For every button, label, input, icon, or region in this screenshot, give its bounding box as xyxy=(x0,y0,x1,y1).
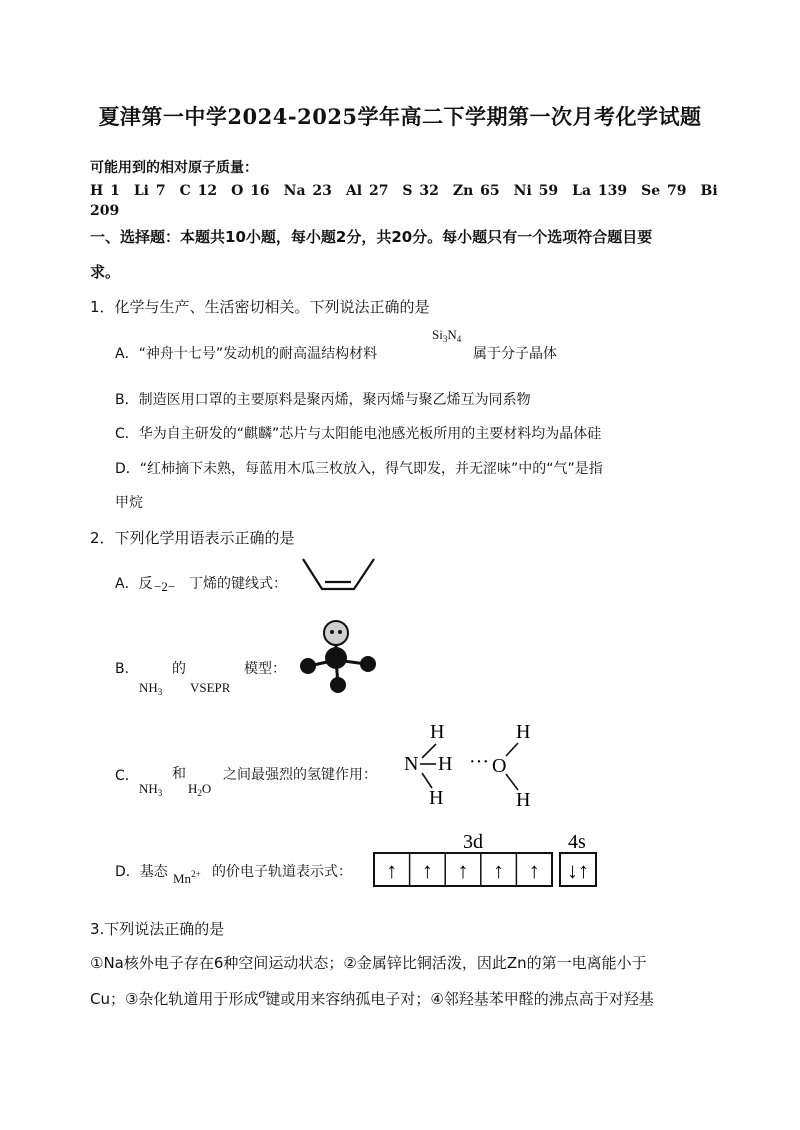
label-4s: 4s xyxy=(568,831,586,853)
cis-2-butene-skeletal-formula xyxy=(300,555,380,595)
q2-option-b-model: 模型： xyxy=(244,661,286,677)
nh-subscript: 3 xyxy=(157,687,163,697)
q3-line-1: ①Na核外电子存在6种空间运动状态；②金属锌比铜活泼，因此Zn的第一电离能小于 xyxy=(90,954,647,972)
hb-h-top-right: H xyxy=(516,721,531,743)
h-symbol: H xyxy=(188,781,198,796)
sigma-symbol: σ xyxy=(258,987,266,1002)
q1-option-b: B．制造医用口罩的主要原料是聚丙烯，聚丙烯与聚乙烯互为同系物 xyxy=(115,392,531,408)
q2-option-d-mn xyxy=(173,869,201,887)
q2-option-c-nh3 xyxy=(139,781,162,798)
q2-option-b-prefix: B． xyxy=(115,661,139,677)
q1-option-d-line-1: D．“红柿摘下未熟，每蓝用木瓜三枚放入，得气即发，并无涩味”中的“气”是指 xyxy=(115,461,603,477)
q2-option-b-de: 的 xyxy=(172,661,186,677)
si-subscript: 3 xyxy=(442,334,448,344)
si-symbol: Si xyxy=(432,327,443,342)
section-heading-line-2: 求。 xyxy=(90,263,121,281)
o-symbol: O xyxy=(201,781,212,796)
3d-orbital-1: ↑ xyxy=(386,858,398,883)
mn-charge: 2+ xyxy=(191,869,201,879)
nh-subscript: 3 xyxy=(157,788,163,798)
q1-option-d-line-2: 甲烷 xyxy=(115,495,143,511)
3d-orbital-4: ↑ xyxy=(493,858,505,883)
q2-option-a-prefix: A．反 xyxy=(115,576,153,592)
3d-orbital-5: ↑ xyxy=(528,858,540,883)
q2-option-a-mid: −2− xyxy=(154,579,176,594)
q2-option-d-prefix: D．基态 xyxy=(115,864,168,880)
nh-symbol: NH xyxy=(139,680,158,695)
hb-h-bottom-left: H xyxy=(429,787,444,809)
atomic-mass-line-2: 209 xyxy=(90,203,120,219)
q2-option-d-text: 的价电子轨道表示式： xyxy=(212,864,352,880)
hb-h-bottom-right: H xyxy=(516,789,531,811)
section-heading-line-1: 一、选择题：本题共10小题，每小题2分，共20分。每小题只有一个选项符合题目要 xyxy=(90,228,653,246)
q2-option-c-prefix: C． xyxy=(115,768,139,784)
nh-symbol: NH xyxy=(139,781,158,796)
q1-option-a-before: A．“神舟十七号”发动机的耐高温结构材料 xyxy=(115,346,378,362)
q2-option-c-he: 和 xyxy=(172,766,186,782)
q1-option-a-text xyxy=(115,343,377,363)
q1-option-a-formula xyxy=(432,327,461,344)
mn-symbol: Mn xyxy=(173,871,192,886)
label-3d: 3d xyxy=(463,831,483,853)
q3-stem: 3.下列说法正确的是 xyxy=(90,920,225,938)
q2-option-c-text: 之间最强烈的氢键作用： xyxy=(223,767,377,783)
page-title: 夏津第一中学2024-2025学年高二下学期第一次月考化学试题 xyxy=(98,104,702,129)
hb-dots: ··· xyxy=(469,751,489,773)
q1-stem: 1．化学与生产、生活密切相关。下列说法正确的是 xyxy=(90,298,430,316)
atomic-mass-heading: 可能用到的相对原子质量： xyxy=(90,160,258,176)
hb-h-top-left: H xyxy=(430,721,445,743)
q2-option-a-suffix: 丁烯的键线式： xyxy=(189,576,287,592)
q1-option-c: C．华为自主研发的“麒麟”芯片与太阳能电池感光板所用的主要材料均为晶体硅 xyxy=(115,426,602,442)
mn2-orbital-diagram xyxy=(372,826,612,890)
hb-n: N xyxy=(404,753,419,775)
q2-option-b-nh3 xyxy=(139,680,162,697)
q2-stem: 2．下列化学用语表示正确的是 xyxy=(90,529,295,547)
q2-option-c-h2o xyxy=(188,781,211,798)
q3-line-2-part-a: Cu；③杂化轨道用于形成 xyxy=(90,990,259,1008)
q3-line-2-part-b: 键或用来容纳孤电子对；④邻羟基苯甲醛的沸点高于对羟基 xyxy=(265,990,654,1008)
3d-orbital-3: ↑ xyxy=(457,858,469,883)
q3-line-2 xyxy=(90,987,654,1009)
nh3-vsepr-model-diagram xyxy=(296,618,386,698)
3d-orbital-2: ↑ xyxy=(421,858,433,883)
hb-h-mid: H xyxy=(438,753,453,775)
hb-o: O xyxy=(492,755,507,777)
hydrogen-bond-diagram xyxy=(396,718,556,810)
h-subscript: 2 xyxy=(197,788,202,798)
n-symbol: N xyxy=(447,327,457,342)
atomic-mass-line-1: H 1 Li 7 C 12 O 16 Na 23 Al 27 S 32 Zn 65 Ni 59 La 139 Se 79 Bi xyxy=(90,183,718,199)
n-subscript: 4 xyxy=(456,334,462,344)
4s-orbital: ↓↑ xyxy=(567,858,589,883)
q2-option-b-vsepr: VSEPR xyxy=(190,680,231,695)
q1-option-a-after: 属于分子晶体 xyxy=(473,346,557,362)
